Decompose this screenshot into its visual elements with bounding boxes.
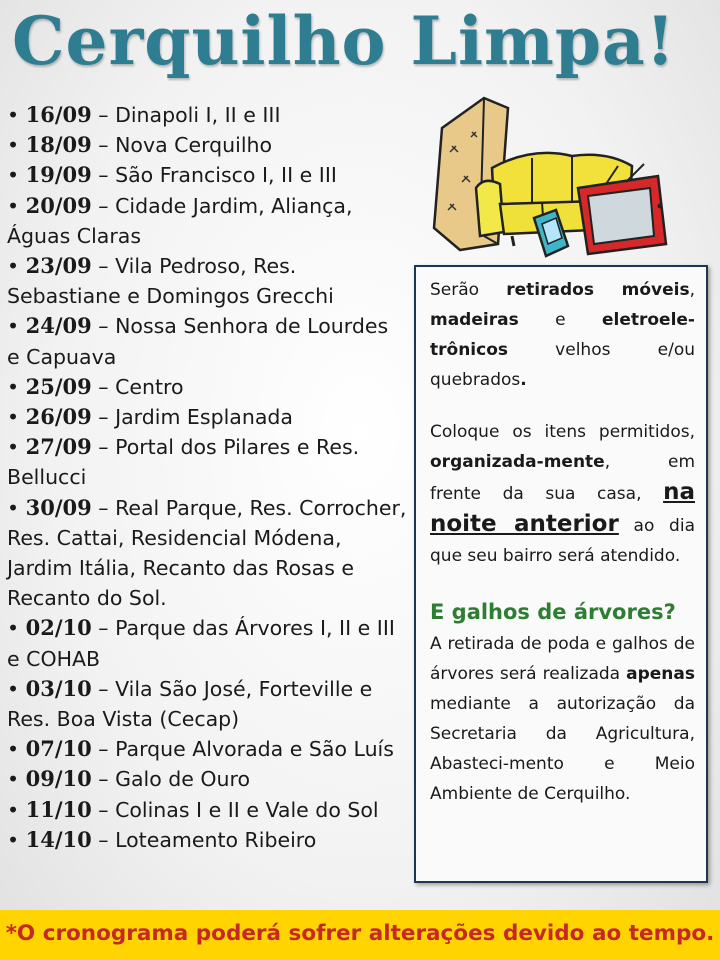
bullet: • xyxy=(7,254,20,279)
schedule-neighborhoods: Nossa Senhora de Lourdes e Capuava xyxy=(7,314,389,369)
dash: – xyxy=(98,676,109,701)
info-paragraph-branches: A retirada de poda e galhos de árvores será realizada apenas mediante a autorização da Secretaria da Agricultura, Abasteci-mento e Meio Ambiente de Cerquilho. xyxy=(430,634,695,804)
schedule-item xyxy=(7,613,407,673)
schedule-date: 07/10 xyxy=(25,736,92,762)
schedule-item xyxy=(7,251,407,311)
schedule-neighborhoods: Parque Alvorada e São Luís xyxy=(115,737,394,762)
bullet: • xyxy=(7,676,20,701)
bullet: • xyxy=(7,737,20,762)
schedule-item xyxy=(7,825,407,855)
dash: – xyxy=(98,435,109,460)
schedule-neighborhoods: Centro xyxy=(115,374,184,399)
dash: – xyxy=(98,737,109,762)
dash: – xyxy=(98,495,109,520)
bullet: • xyxy=(7,495,20,520)
schedule-item xyxy=(7,734,407,764)
bullet: • xyxy=(7,797,20,822)
bullet: • xyxy=(7,767,20,792)
schedule-date: 25/09 xyxy=(25,373,92,399)
info-paragraph-instructions: Coloque os itens permitidos, organizada-mente, em frente da sua casa, na noite anterior ao dia que seu bairro será atendido. xyxy=(430,422,695,566)
schedule-date: 20/09 xyxy=(25,192,92,218)
bullet: • xyxy=(7,405,20,430)
schedule-date: 02/10 xyxy=(25,615,92,641)
bullet: • xyxy=(7,314,20,339)
schedule-neighborhoods: São Francisco I, II e III xyxy=(115,163,337,188)
schedule-date: 30/09 xyxy=(25,494,92,520)
schedule-date: 23/09 xyxy=(25,253,92,279)
dash: – xyxy=(98,163,109,188)
bullet: • xyxy=(7,103,20,127)
schedule-item xyxy=(7,764,407,794)
schedule-date: 19/09 xyxy=(25,162,92,188)
dash: – xyxy=(98,103,109,127)
schedule-date: 14/10 xyxy=(25,826,92,852)
schedule-neighborhoods: Vila São José, Forteville e Res. Boa Vista (Cecap) xyxy=(7,676,373,732)
bullet: • xyxy=(7,193,20,218)
bullet: • xyxy=(7,827,20,852)
schedule-item xyxy=(7,372,407,402)
schedule-neighborhoods: Real Parque, Res. Corrocher, Res. Cattai, Residencial Módena, Jardim Itália, Recanto das Rosas e Recanto do Sol. xyxy=(7,495,407,611)
schedule-item xyxy=(7,160,407,190)
branches-subheading: E galhos de árvores? xyxy=(430,600,676,624)
schedule-date: 18/09 xyxy=(25,132,92,158)
schedule-date: 24/09 xyxy=(25,313,92,339)
bullet: • xyxy=(7,133,20,158)
furniture-illustration-icon xyxy=(422,96,672,264)
schedule-item xyxy=(7,493,407,614)
schedule-date: 16/09 xyxy=(25,102,92,127)
dash: – xyxy=(98,314,109,339)
schedule-date: 27/09 xyxy=(25,434,92,460)
dash: – xyxy=(98,616,109,641)
schedule-neighborhoods: Colinas I e II e Vale do Sol xyxy=(115,797,379,822)
dash: – xyxy=(98,133,109,158)
schedule-neighborhoods: Portal dos Pilares e Res. Bellucci xyxy=(7,435,360,490)
weather-notice-banner: *O cronograma poderá sofrer alterações devido ao tempo. xyxy=(0,910,720,960)
dash: – xyxy=(98,193,109,218)
schedule-date: 03/10 xyxy=(25,675,92,701)
dash: – xyxy=(98,827,109,852)
schedule-date: 09/10 xyxy=(25,766,92,792)
info-box xyxy=(414,265,708,883)
schedule-item xyxy=(7,674,407,734)
page-title: Cerquilho Limpa! xyxy=(12,2,676,80)
schedule-item xyxy=(7,100,407,130)
schedule-date: 11/10 xyxy=(25,796,92,822)
schedule-neighborhoods: Galo de Ouro xyxy=(115,767,251,792)
bullet: • xyxy=(7,163,20,188)
bullet: • xyxy=(7,374,20,399)
schedule-neighborhoods: Loteamento Ribeiro xyxy=(115,827,317,852)
dash: – xyxy=(98,767,109,792)
dash: – xyxy=(98,374,109,399)
schedule-neighborhoods: Cidade Jardim, Aliança, Águas Claras xyxy=(7,193,353,248)
dash: – xyxy=(98,797,109,822)
schedule-item xyxy=(7,191,407,251)
bullet: • xyxy=(7,616,20,641)
schedule-neighborhoods: Parque das Árvores I, II e III e COHAB xyxy=(7,616,395,671)
schedule-item xyxy=(7,432,407,492)
schedule-item xyxy=(7,311,407,371)
schedule-item xyxy=(7,402,407,432)
schedule-date: 26/09 xyxy=(25,404,92,430)
dash: – xyxy=(98,254,109,279)
schedule-list xyxy=(7,100,407,855)
schedule-item xyxy=(7,130,407,160)
schedule-neighborhoods: Nova Cerquilho xyxy=(115,133,273,158)
schedule-neighborhoods: Vila Pedroso, Res. Sebastiane e Domingos Grecchi xyxy=(7,254,334,309)
dash: – xyxy=(98,405,109,430)
schedule-neighborhoods: Dinapoli I, II e III xyxy=(115,103,281,127)
night-before-emphasis: na noite anterior xyxy=(430,479,695,537)
bullet: • xyxy=(7,435,20,460)
schedule-item xyxy=(7,795,407,825)
schedule-neighborhoods: Jardim Esplanada xyxy=(115,405,293,430)
info-paragraph-items: Serão retirados móveis, madeiras e eletroele-trônicos velhos e/ou quebrados. xyxy=(430,280,695,390)
